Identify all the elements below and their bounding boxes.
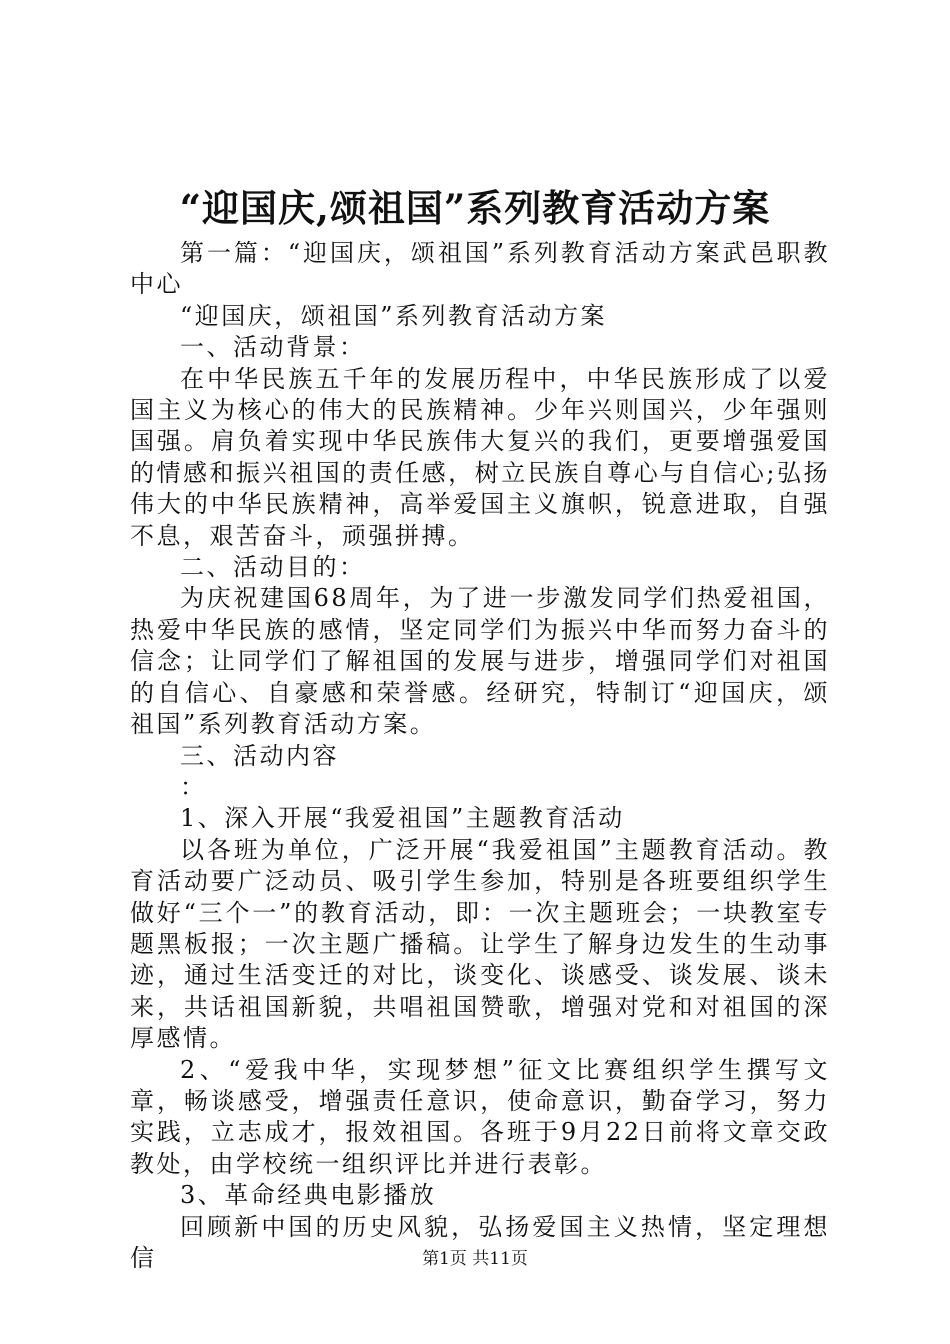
paragraph-chapter-heading: 第一篇：“迎国庆，颂祖国”系列教育活动方案武邑职教中心 — [130, 239, 830, 299]
paragraph-item-3: 回顾新中国的历史风貌，弘扬爱国主义热情，坚定理想信 — [130, 1212, 830, 1272]
paragraph-background: 在中华民族五千年的发展历程中，中华民族形成了以爱国主义为核心的伟大的民族精神。少年兴则国兴，少年强则国强。肩负着实现中华民族伟大复兴的我们，更要增强爱国的情感和振兴祖国的责任感，树立民族自尊心与自信心;弘扬伟大的中华民族精神，高举爱国主义旗帜，锐意进取，自强不息，艰苦奋斗，顽强拼搏。 — [130, 364, 830, 550]
document-body — [130, 238, 830, 1274]
paragraph-item-1: 以各班为单位，广泛开展“我爱祖国”主题教育活动。教育活动要广泛动员、吸引学生参加，特别是各班要组织学生做好“三个一”的教育活动，即：一次主题班会；一块教室专题黑板报；一次主题广播稿。让学生了解身边发生的生动事迹，通过生活变迁的对比，谈变化、谈感受、谈发展、谈未来，共话祖国新貌，共唱祖国赞歌，增强对党和对祖国的深厚感情。 — [130, 835, 830, 1053]
section-heading-purpose: 二、活动目的： — [180, 553, 366, 582]
paragraph-colon: ： — [180, 772, 207, 801]
document-title: “迎国庆,颂祖国”系列教育活动方案 — [179, 186, 771, 230]
section-heading-content: 三、活动内容 — [180, 741, 339, 770]
paragraph-purpose: 为庆祝建国68周年，为了进一步激发同学们热爱祖国，热爱中华民族的感情，坚定同学们为振兴中华而努力奋斗的信念；让同学们了解祖国的发展与进步，增强同学们对祖国的自信心、自豪感和荣誉感。经研究，特制订“迎国庆，颂祖国”系列教育活动方案。 — [130, 584, 830, 739]
page-number: 第1页 共11页 — [422, 1249, 528, 1269]
item-heading-3: 3、革命经典电影播放 — [180, 1181, 437, 1210]
paragraph-plan-title: “迎国庆，颂祖国”系列教育活动方案 — [180, 301, 608, 330]
paragraph-item-2: 2、“爱我中华，实现梦想”征文比赛组织学生撰写文章，畅谈感受，增强责任意识，使命意识，勤奋学习，努力实践，立志成才，报效祖国。各班于9月22日前将文章交政教处，由学校统一组织评比并进行表彰。 — [130, 1055, 830, 1178]
section-heading-background: 一、活动背景： — [180, 333, 366, 362]
item-heading-1: 1、深入开展“我爱祖国”主题教育活动 — [180, 804, 625, 833]
